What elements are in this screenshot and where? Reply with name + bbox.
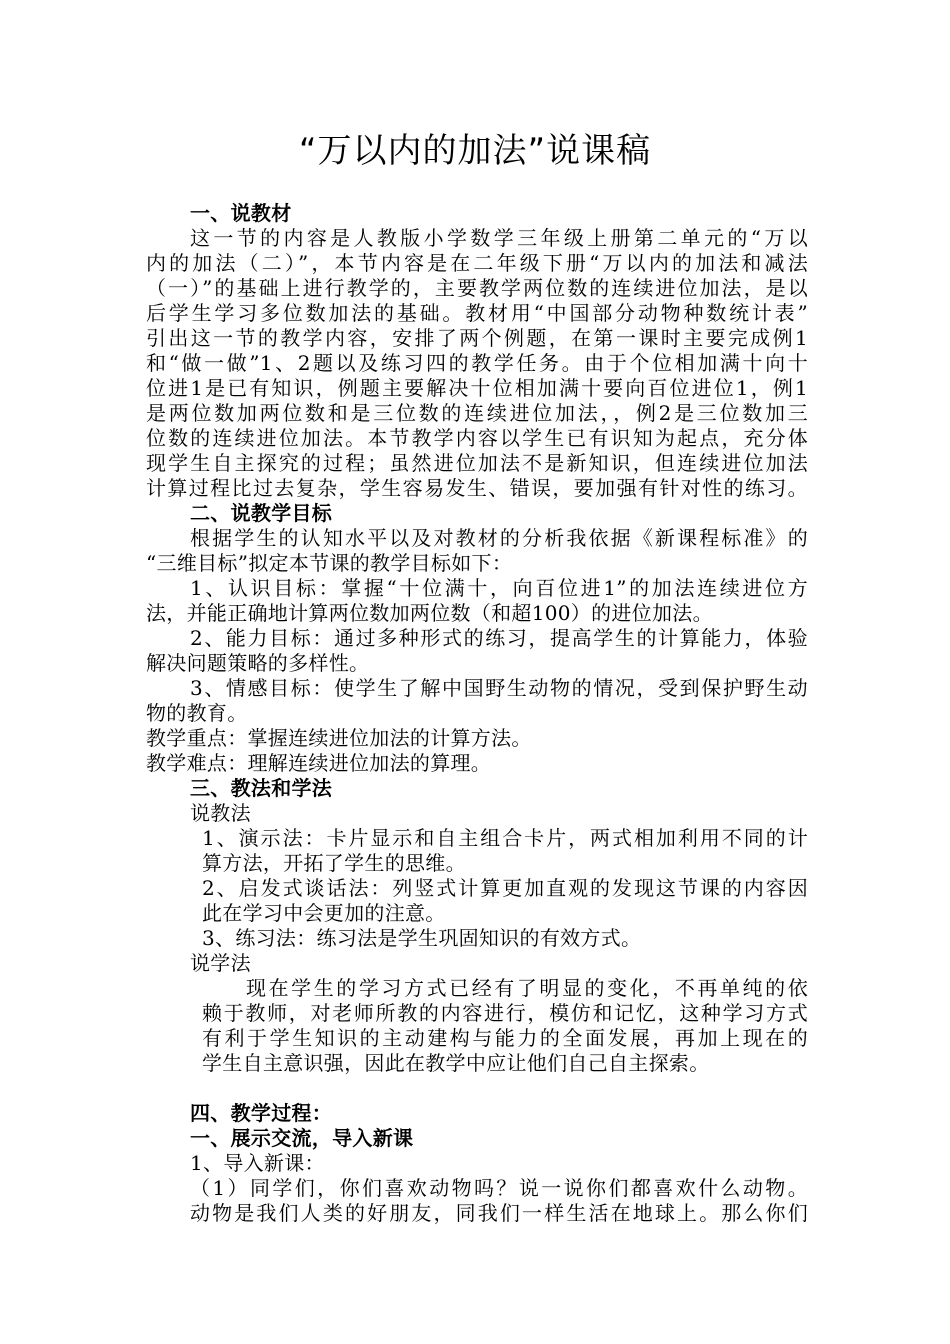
heading-teaching-process: 四、教学过程： — [190, 1101, 333, 1125]
paragraph-line: 2、能力目标：通过多种形式的练习，提高学生的计算能力，体验 — [190, 626, 808, 650]
paragraph-line: 根据学生的认知水平以及对教材的分析我依据《新课程标准》的 — [190, 526, 808, 550]
heading-teaching-goals: 二、说教学目标 — [190, 501, 333, 525]
paragraph-line: 算方法，开拓了学生的思维。 — [202, 851, 466, 875]
paragraph-line: 赖于教师，对老师所教的内容进行，模仿和记忆，这种学习方式 — [202, 1001, 808, 1025]
paragraph-line: 这一节的内容是人教版小学数学三年级上册第二单元的“万以 — [190, 226, 808, 250]
paragraph-line: 物的教育。 — [146, 701, 248, 725]
paragraph-line: 引出这一节的教学内容，安排了两个例题，在第一课时主要完成例1 — [146, 326, 808, 350]
subheading-learning-method: 说学法 — [190, 951, 251, 975]
paragraph-line: 现在学生的学习方式已经有了明显的变化，不再单纯的依 — [246, 976, 808, 1000]
key-point-line: 教学重点：掌握连续进位加法的计算方法。 — [146, 726, 532, 750]
paragraph-line: 1、演示法：卡片显示和自主组合卡片，两式相加利用不同的计 — [202, 826, 808, 850]
paragraph-line: 和“做一做”1、2题以及练习四的教学任务。由于个位相加满十向十 — [146, 351, 808, 375]
paragraph-line: “三维目标”拟定本节课的教学目标如下： — [146, 551, 513, 575]
paragraph-line: 位数的连续进位加法。本节教学内容以学生已有识知为起点，充分体 — [146, 426, 808, 450]
difficulty-line: 教学难点：理解连续进位加法的算理。 — [146, 751, 492, 775]
paragraph-line: 1、认识目标：掌握“十位满十，向百位进1”的加法连续进位方 — [190, 576, 808, 600]
paragraph-line: 现学生自主探究的过程；虽然进位加法不是新知识，但连续进位加法 — [146, 451, 808, 475]
paragraph-line: 学生自主意识强，因此在教学中应让他们自己自主探索。 — [202, 1051, 710, 1075]
heading-intro: 一、展示交流，导入新课 — [190, 1126, 414, 1150]
paragraph-line: 位进1是已有知识，例题主要解决十位相加满十要向百位进位1，例1 — [146, 376, 808, 400]
paragraph-line: 后学生学习多位数加法的基础。教材用“中国部分动物种数统计表” — [146, 301, 808, 325]
paragraph-line: 有利于学生知识的主动建构与能力的全面发展，再加上现在的 — [202, 1026, 808, 1050]
paragraph-line: 3、练习法：练习法是学生巩固知识的有效方式。 — [202, 926, 642, 950]
document-title: “万以内的加法”说课稿 — [298, 131, 652, 171]
paragraph-line: （1）同学们，你们喜欢动物吗？说一说你们都喜欢什么动物。 — [190, 1176, 808, 1200]
paragraph-line: 2、启发式谈话法：列竖式计算更加直观的发现这节课的内容因 — [202, 876, 808, 900]
paragraph-line: 3、情感目标：使学生了解中国野生动物的情况，受到保护野生动 — [190, 676, 808, 700]
subheading-teaching-method: 说教法 — [190, 801, 251, 825]
paragraph-line: 内的加法（二）”，本节内容是在二年级下册“万以内的加法和减法 — [146, 251, 808, 275]
paragraph-line: 此在学习中会更加的注意。 — [202, 901, 446, 925]
paragraph-line: 动物是我们人类的好朋友，同我们一样生活在地球上。那么你们 — [190, 1201, 808, 1225]
paragraph-line: （一）”的基础上进行教学的，主要教学两位数的连续进位加法，是以 — [146, 276, 808, 300]
paragraph-line: 1、导入新课： — [190, 1151, 325, 1175]
heading-textbook: 一、说教材 — [190, 201, 292, 225]
paragraph-line: 计算过程比过去复杂，学生容易发生、错误，要加强有针对性的练习。 — [146, 476, 808, 500]
paragraph-line: 法，并能正确地计算两位数加两位数（和超100）的进位加法。 — [146, 601, 713, 625]
paragraph-line: 解决问题策略的多样性。 — [146, 651, 370, 675]
heading-methods: 三、教法和学法 — [190, 776, 333, 800]
paragraph-line: 是两位数加两位数和是三位数的连续进位加法，，例2是三位数加三 — [146, 401, 808, 425]
